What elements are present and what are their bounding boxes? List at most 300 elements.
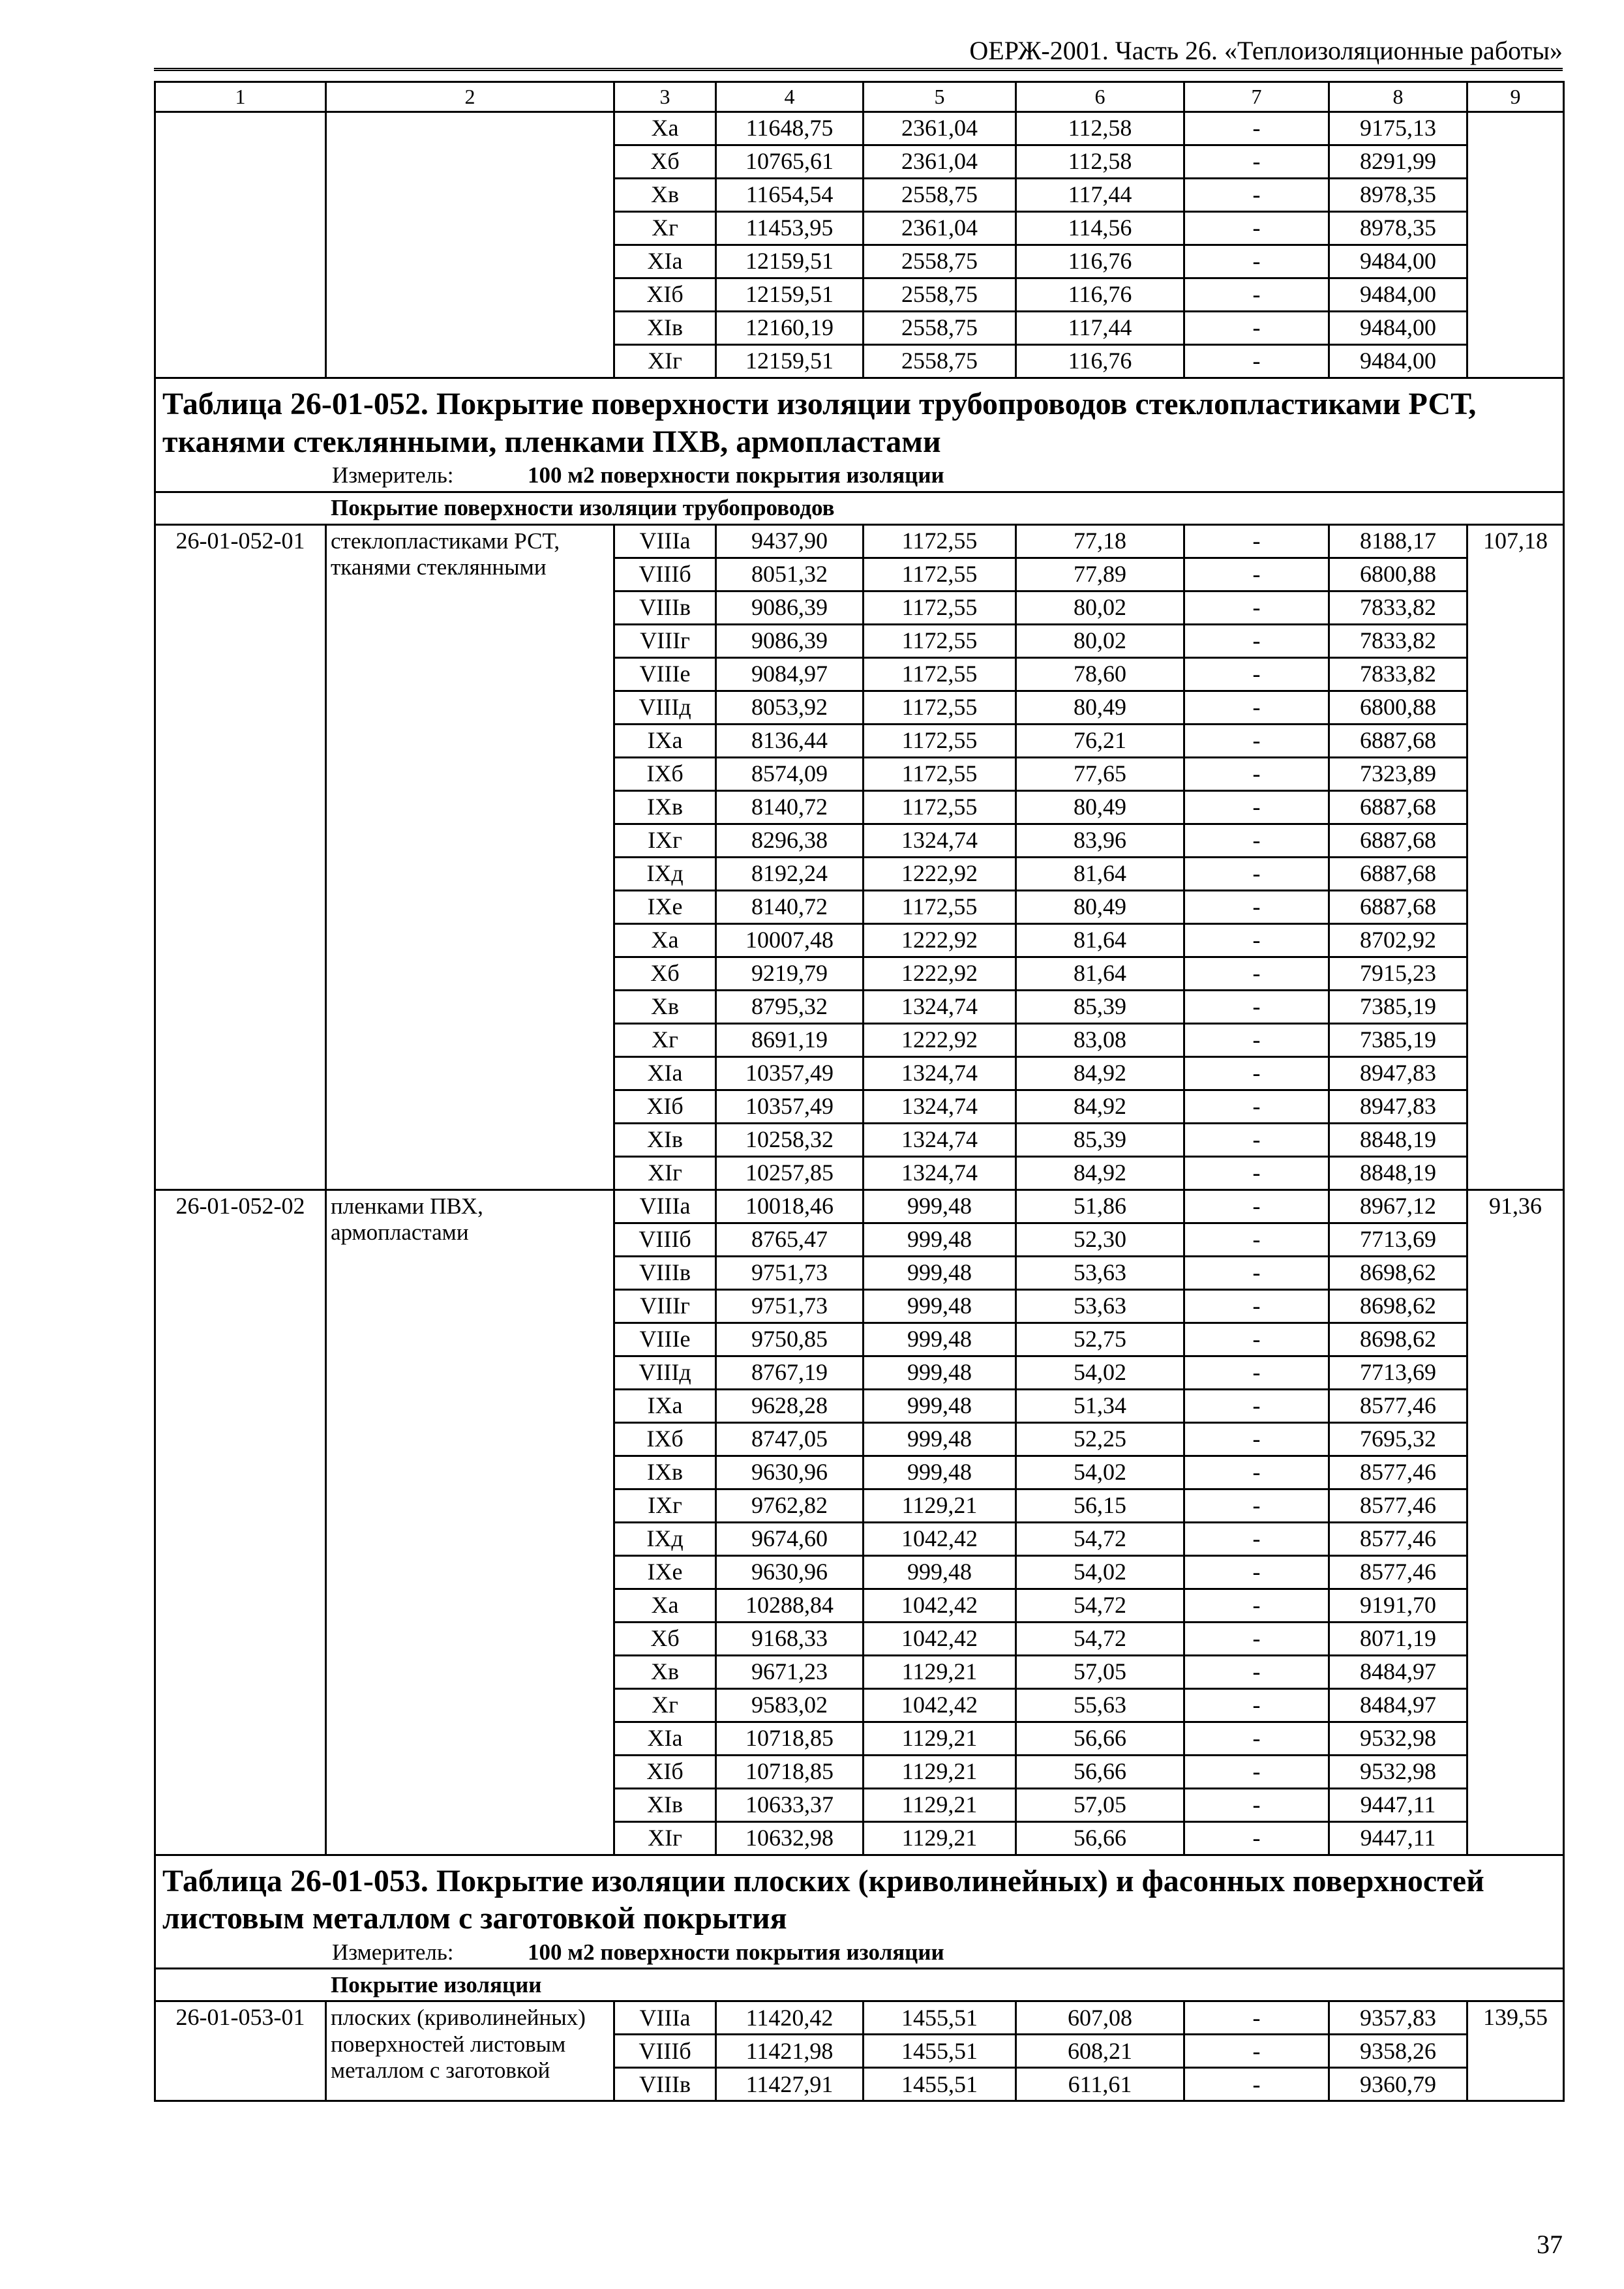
value-cell: 12159,51	[716, 345, 864, 378]
value-cell: 9484,00	[1329, 345, 1467, 378]
value-cell: 81,64	[1016, 957, 1184, 990]
value-cell: 1455,51	[864, 2035, 1016, 2068]
value-cell: -	[1184, 824, 1329, 857]
value-cell: -	[1184, 890, 1329, 923]
value-cell: -	[1184, 624, 1329, 657]
table-row	[155, 112, 1564, 145]
value-cell: -	[1184, 1788, 1329, 1821]
zone-cell: Xб	[614, 1622, 716, 1655]
value-cell: 53,63	[1016, 1289, 1184, 1323]
zone-cell: Xв	[614, 179, 716, 212]
value-cell: 9357,83	[1329, 2001, 1467, 2035]
value-cell: 9751,73	[716, 1256, 864, 1289]
value-cell: 999,48	[864, 1189, 1016, 1223]
value-cell: 10257,85	[716, 1156, 864, 1189]
value-cell: 54,72	[1016, 1522, 1184, 1555]
value-cell: 7713,69	[1329, 1223, 1467, 1256]
zone-cell: VIIIб	[614, 1223, 716, 1256]
value-cell: 7323,89	[1329, 757, 1467, 790]
zone-cell: XIб	[614, 1755, 716, 1788]
value-cell: 999,48	[864, 1323, 1016, 1356]
running-header: ОЕРЖ-2001. Часть 26. «Теплоизоляционные работы»	[154, 38, 1563, 71]
zone-cell: VIIIе	[614, 1323, 716, 1356]
value-cell: 1222,92	[864, 1023, 1016, 1056]
zone-cell: IXa	[614, 1389, 716, 1422]
measure-value: 100 м2 поверхности покрытия изоляции	[528, 462, 944, 488]
column-number: 2	[326, 82, 614, 112]
value-cell: 10357,49	[716, 1056, 864, 1090]
value-cell: 9484,00	[1329, 278, 1467, 312]
value-cell: -	[1184, 2001, 1329, 2035]
value-cell: 1324,74	[864, 824, 1016, 857]
value-cell: 9447,11	[1329, 1788, 1467, 1821]
value-cell: 117,44	[1016, 312, 1184, 345]
zone-cell: IXв	[614, 790, 716, 824]
column-number: 8	[1329, 82, 1467, 112]
value-cell: 11427,91	[716, 2068, 864, 2101]
value-cell: 55,63	[1016, 1688, 1184, 1722]
value-cell: 78,60	[1016, 657, 1184, 691]
value-cell: 7833,82	[1329, 657, 1467, 691]
value-cell: -	[1184, 278, 1329, 312]
value-cell: 54,02	[1016, 1356, 1184, 1389]
value-cell: 81,64	[1016, 923, 1184, 957]
value-cell: 8767,19	[716, 1356, 864, 1389]
zone-cell: Xб	[614, 957, 716, 990]
value-cell: 8967,12	[1329, 1189, 1467, 1223]
zone-cell: Xб	[614, 145, 716, 179]
value-cell: 10633,37	[716, 1788, 864, 1821]
value-cell: 84,92	[1016, 1056, 1184, 1090]
code-cell: 26-01-052-01	[155, 524, 326, 1189]
zone-cell: VIIIa	[614, 1189, 716, 1223]
value-cell: 9762,82	[716, 1489, 864, 1522]
zone-cell: IXб	[614, 1422, 716, 1456]
page-number: 37	[1537, 2230, 1563, 2259]
value-cell: 80,49	[1016, 790, 1184, 824]
value-cell: 1129,21	[864, 1722, 1016, 1755]
zone-cell: IXг	[614, 1489, 716, 1522]
value-cell: 56,66	[1016, 1821, 1184, 1855]
value-cell: 1129,21	[864, 1489, 1016, 1522]
zone-cell: XIб	[614, 1090, 716, 1123]
description-cell: плоских (криволинейных) поверхностей листовым металлом с заготовкой	[326, 2001, 614, 2101]
table-row	[155, 2001, 1564, 2035]
value-cell: 11648,75	[716, 112, 864, 145]
value-cell: -	[1184, 2035, 1329, 2068]
zone-cell: XIг	[614, 1156, 716, 1189]
value-cell: 7833,82	[1329, 591, 1467, 624]
section-subtitle-row	[155, 492, 1564, 524]
value-cell: 11654,54	[716, 179, 864, 212]
value-cell: 80,49	[1016, 890, 1184, 923]
value-cell: 9583,02	[716, 1688, 864, 1722]
value-cell: 57,05	[1016, 1655, 1184, 1688]
value-cell: 8051,32	[716, 558, 864, 591]
column-number: 6	[1016, 82, 1184, 112]
zone-cell: VIIIб	[614, 558, 716, 591]
value-cell: -	[1184, 1655, 1329, 1688]
value-cell: 1172,55	[864, 790, 1016, 824]
value-cell: 11421,98	[716, 2035, 864, 2068]
value-cell: 2558,75	[864, 345, 1016, 378]
value-cell: 9484,00	[1329, 245, 1467, 278]
value-cell: 9751,73	[716, 1289, 864, 1323]
value-cell: 9358,26	[1329, 2035, 1467, 2068]
measure-cell	[155, 1937, 1564, 1969]
value-cell: 8698,62	[1329, 1256, 1467, 1289]
value-cell: 2361,04	[864, 145, 1016, 179]
zone-cell: XIв	[614, 312, 716, 345]
value-cell: 1222,92	[864, 857, 1016, 890]
value-cell: -	[1184, 790, 1329, 824]
zone-cell: Xг	[614, 212, 716, 245]
zone-cell: VIIIв	[614, 591, 716, 624]
value-cell: 56,66	[1016, 1722, 1184, 1755]
value-cell: 83,08	[1016, 1023, 1184, 1056]
value-cell: -	[1184, 112, 1329, 145]
value-cell: 7713,69	[1329, 1356, 1467, 1389]
value-cell: 611,61	[1016, 2068, 1184, 2101]
value-cell: 8577,46	[1329, 1522, 1467, 1555]
table-title-row	[155, 1855, 1564, 1937]
value-cell: 2558,75	[864, 245, 1016, 278]
value-cell: 9750,85	[716, 1323, 864, 1356]
value-cell: 7695,32	[1329, 1422, 1467, 1456]
zone-cell: XIг	[614, 345, 716, 378]
value-cell: 8577,46	[1329, 1389, 1467, 1422]
value-cell: 1222,92	[864, 923, 1016, 957]
value-cell: 8691,19	[716, 1023, 864, 1056]
value-cell: 54,72	[1016, 1622, 1184, 1655]
table-title-row	[155, 378, 1564, 461]
zone-cell: Xг	[614, 1023, 716, 1056]
value-cell: 112,58	[1016, 112, 1184, 145]
zone-cell: VIIIв	[614, 2068, 716, 2101]
zone-cell: VIIIв	[614, 1256, 716, 1289]
value-cell: 1455,51	[864, 2068, 1016, 2101]
value-cell: 117,44	[1016, 179, 1184, 212]
measure-value: 100 м2 поверхности покрытия изоляции	[528, 1939, 944, 1965]
value-cell: 10258,32	[716, 1123, 864, 1156]
value-cell: -	[1184, 657, 1329, 691]
value-cell: -	[1184, 2068, 1329, 2101]
value-cell: -	[1184, 591, 1329, 624]
value-cell: -	[1184, 1821, 1329, 1855]
value-cell: 1172,55	[864, 657, 1016, 691]
zone-cell: VIIIд	[614, 691, 716, 724]
value-cell: -	[1184, 1688, 1329, 1722]
zone-cell: Xa	[614, 923, 716, 957]
value-cell: 1324,74	[864, 1156, 1016, 1189]
value-cell: -	[1184, 1722, 1329, 1755]
value-cell: 8140,72	[716, 890, 864, 923]
value-cell: 2558,75	[864, 179, 1016, 212]
col9-cell: 139,55	[1467, 2001, 1564, 2101]
value-cell: -	[1184, 1522, 1329, 1555]
value-cell: 116,76	[1016, 345, 1184, 378]
value-cell: 8747,05	[716, 1422, 864, 1456]
value-cell: 9168,33	[716, 1622, 864, 1655]
value-cell: -	[1184, 1090, 1329, 1123]
value-cell: 9484,00	[1329, 312, 1467, 345]
value-cell: 8291,99	[1329, 145, 1467, 179]
value-cell: 7385,19	[1329, 1023, 1467, 1056]
value-cell: 8577,46	[1329, 1555, 1467, 1589]
value-cell: -	[1184, 1489, 1329, 1522]
value-cell: 85,39	[1016, 990, 1184, 1023]
value-cell: 1172,55	[864, 591, 1016, 624]
value-cell: 1042,42	[864, 1589, 1016, 1622]
value-cell: 2361,04	[864, 112, 1016, 145]
value-cell: 1172,55	[864, 757, 1016, 790]
value-cell: 7385,19	[1329, 990, 1467, 1023]
value-cell: 10357,49	[716, 1090, 864, 1123]
value-cell: 1455,51	[864, 2001, 1016, 2035]
zone-cell: VIIIг	[614, 624, 716, 657]
zone-cell: VIIIa	[614, 524, 716, 558]
value-cell: -	[1184, 1256, 1329, 1289]
value-cell: 8071,19	[1329, 1622, 1467, 1655]
section-subtitle: Покрытие изоляции	[331, 1971, 542, 1997]
zone-cell: XIa	[614, 245, 716, 278]
table-row	[155, 524, 1564, 558]
value-cell: 10765,61	[716, 145, 864, 179]
section-subtitle: Покрытие поверхности изоляции трубопроводов	[331, 494, 835, 520]
value-cell: 12159,51	[716, 278, 864, 312]
value-cell: 8136,44	[716, 724, 864, 757]
value-cell: 54,72	[1016, 1589, 1184, 1622]
measure-cell	[155, 460, 1564, 492]
value-cell: 9628,28	[716, 1389, 864, 1422]
value-cell: 8848,19	[1329, 1123, 1467, 1156]
value-cell: 85,39	[1016, 1123, 1184, 1156]
value-cell: -	[1184, 1156, 1329, 1189]
value-cell: 53,63	[1016, 1256, 1184, 1289]
value-cell: 51,34	[1016, 1389, 1184, 1422]
zone-cell: VIIIд	[614, 1356, 716, 1389]
value-cell: 8053,92	[716, 691, 864, 724]
value-cell: 54,02	[1016, 1555, 1184, 1589]
zone-cell: VIIIa	[614, 2001, 716, 2035]
value-cell: 8574,09	[716, 757, 864, 790]
value-cell: 6887,68	[1329, 724, 1467, 757]
value-cell: 1324,74	[864, 1123, 1016, 1156]
value-cell: 9191,70	[1329, 1589, 1467, 1622]
value-cell: 8698,62	[1329, 1323, 1467, 1356]
value-cell: 8192,24	[716, 857, 864, 890]
value-cell: 1324,74	[864, 1056, 1016, 1090]
value-cell: 54,02	[1016, 1456, 1184, 1489]
value-cell: 999,48	[864, 1389, 1016, 1422]
zone-cell: XIa	[614, 1722, 716, 1755]
zone-cell: XIв	[614, 1788, 716, 1821]
value-cell: 1324,74	[864, 990, 1016, 1023]
value-cell: 56,66	[1016, 1755, 1184, 1788]
value-cell: 9360,79	[1329, 2068, 1467, 2101]
value-cell: -	[1184, 1323, 1329, 1356]
value-cell: -	[1184, 724, 1329, 757]
value-cell: -	[1184, 857, 1329, 890]
value-cell: 8765,47	[716, 1223, 864, 1256]
value-cell: -	[1184, 1555, 1329, 1589]
zone-cell: Xг	[614, 1688, 716, 1722]
value-cell: 11420,42	[716, 2001, 864, 2035]
description-cell: стеклопластиками РСТ, тканями стеклянными	[326, 524, 614, 1189]
value-cell: 999,48	[864, 1223, 1016, 1256]
zone-cell: IXг	[614, 824, 716, 857]
value-cell: 2558,75	[864, 312, 1016, 345]
zone-cell: Xв	[614, 990, 716, 1023]
zone-cell: IXе	[614, 1555, 716, 1589]
value-cell: 114,56	[1016, 212, 1184, 245]
zone-cell: XIa	[614, 1056, 716, 1090]
value-cell: 80,02	[1016, 591, 1184, 624]
value-cell: 8978,35	[1329, 179, 1467, 212]
value-cell: 1172,55	[864, 890, 1016, 923]
value-cell: 8296,38	[716, 824, 864, 857]
value-cell: 77,89	[1016, 558, 1184, 591]
value-cell: -	[1184, 1622, 1329, 1655]
value-cell: 112,58	[1016, 145, 1184, 179]
value-cell: 116,76	[1016, 245, 1184, 278]
value-cell: -	[1184, 558, 1329, 591]
value-cell: -	[1184, 757, 1329, 790]
zone-cell: Xa	[614, 112, 716, 145]
value-cell: -	[1184, 1422, 1329, 1456]
value-cell: 1129,21	[864, 1655, 1016, 1688]
section-subtitle-cell	[155, 1969, 1564, 2001]
value-cell: 10288,84	[716, 1589, 864, 1622]
value-cell: 608,21	[1016, 2035, 1184, 2068]
value-cell: -	[1184, 1356, 1329, 1389]
value-cell: 56,15	[1016, 1489, 1184, 1522]
measure-row	[155, 1937, 1564, 1969]
zone-cell: Xв	[614, 1655, 716, 1688]
value-cell: 10018,46	[716, 1189, 864, 1223]
value-cell: 8484,97	[1329, 1655, 1467, 1688]
zone-cell: IXд	[614, 857, 716, 890]
value-cell: 8188,17	[1329, 524, 1467, 558]
value-cell: -	[1184, 1189, 1329, 1223]
column-number: 1	[155, 82, 326, 112]
value-cell: 57,05	[1016, 1788, 1184, 1821]
zone-cell: IXд	[614, 1522, 716, 1555]
value-cell: 9674,60	[716, 1522, 864, 1555]
column-number: 4	[716, 82, 864, 112]
value-cell: 1222,92	[864, 957, 1016, 990]
value-cell: 9447,11	[1329, 1821, 1467, 1855]
value-cell: -	[1184, 1056, 1329, 1090]
value-cell: 84,92	[1016, 1090, 1184, 1123]
value-cell: 9219,79	[716, 957, 864, 990]
value-cell: 1172,55	[864, 691, 1016, 724]
value-cell: -	[1184, 1289, 1329, 1323]
value-cell: 9175,13	[1329, 112, 1467, 145]
column-number: 3	[614, 82, 716, 112]
value-cell: -	[1184, 312, 1329, 345]
value-cell: 51,86	[1016, 1189, 1184, 1223]
value-cell: 1129,21	[864, 1788, 1016, 1821]
zone-cell: VIIIг	[614, 1289, 716, 1323]
col9-cell: 91,36	[1467, 1189, 1564, 1855]
value-cell: 999,48	[864, 1456, 1016, 1489]
value-cell: -	[1184, 1589, 1329, 1622]
value-cell: 12159,51	[716, 245, 864, 278]
value-cell: 1129,21	[864, 1755, 1016, 1788]
value-cell: 8698,62	[1329, 1289, 1467, 1323]
value-cell: -	[1184, 1223, 1329, 1256]
value-cell: 7833,82	[1329, 624, 1467, 657]
value-cell: -	[1184, 245, 1329, 278]
value-cell: 999,48	[864, 1256, 1016, 1289]
value-cell: 1324,74	[864, 1090, 1016, 1123]
value-cell: 999,48	[864, 1356, 1016, 1389]
value-cell: 9084,97	[716, 657, 864, 691]
value-cell: 11453,95	[716, 212, 864, 245]
value-cell: 8702,92	[1329, 923, 1467, 957]
value-cell: 8947,83	[1329, 1090, 1467, 1123]
value-cell: 1172,55	[864, 624, 1016, 657]
value-cell: 77,65	[1016, 757, 1184, 790]
value-cell: -	[1184, 345, 1329, 378]
value-cell: -	[1184, 524, 1329, 558]
value-cell: 9630,96	[716, 1555, 864, 1589]
measure-row	[155, 460, 1564, 492]
value-cell: -	[1184, 691, 1329, 724]
col9-cell	[1467, 112, 1564, 378]
value-cell: 9532,98	[1329, 1722, 1467, 1755]
code-cell	[155, 112, 326, 378]
value-cell: 6887,68	[1329, 890, 1467, 923]
value-cell: 999,48	[864, 1422, 1016, 1456]
description-cell: пленками ПВХ, армопластами	[326, 1189, 614, 1855]
value-cell: 6800,88	[1329, 691, 1467, 724]
value-cell: 607,08	[1016, 2001, 1184, 2035]
section-subtitle-row	[155, 1969, 1564, 2001]
value-cell: 9671,23	[716, 1655, 864, 1688]
zone-cell: XIб	[614, 278, 716, 312]
value-cell: 8140,72	[716, 790, 864, 824]
value-cell: 6887,68	[1329, 857, 1467, 890]
column-number-row	[155, 82, 1564, 112]
value-cell: -	[1184, 1389, 1329, 1422]
value-cell: 8577,46	[1329, 1456, 1467, 1489]
column-number: 5	[864, 82, 1016, 112]
value-cell: 1042,42	[864, 1622, 1016, 1655]
code-cell: 26-01-053-01	[155, 2001, 326, 2101]
section-subtitle-cell	[155, 492, 1564, 524]
value-cell: 1172,55	[864, 524, 1016, 558]
value-cell: 77,18	[1016, 524, 1184, 558]
value-cell: 2361,04	[864, 212, 1016, 245]
value-cell: -	[1184, 179, 1329, 212]
value-cell: 80,02	[1016, 624, 1184, 657]
value-cell: 81,64	[1016, 857, 1184, 890]
value-cell: 999,48	[864, 1289, 1016, 1323]
zone-cell: XIв	[614, 1123, 716, 1156]
value-cell: 999,48	[864, 1555, 1016, 1589]
measure-label: Измеритель:	[332, 462, 454, 488]
zone-cell: IXв	[614, 1456, 716, 1489]
value-cell: 10632,98	[716, 1821, 864, 1855]
value-cell: 8947,83	[1329, 1056, 1467, 1090]
value-cell: -	[1184, 212, 1329, 245]
value-cell: 80,49	[1016, 691, 1184, 724]
value-cell: 1042,42	[864, 1688, 1016, 1722]
value-cell: -	[1184, 1755, 1329, 1788]
value-cell: 8978,35	[1329, 212, 1467, 245]
